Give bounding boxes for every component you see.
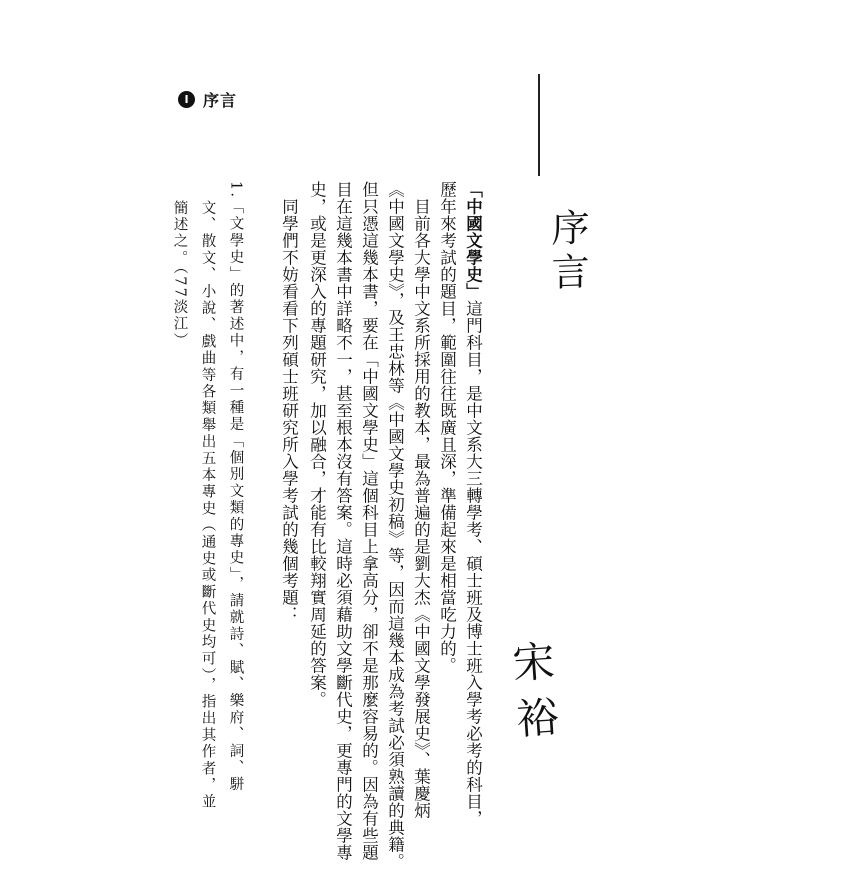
text-column: 目在這幾本書中詳略不一，甚至根本沒有答案。這時必須藉助文學斷代史，更專門的文學專 [333, 181, 353, 861]
paragraph-text: 這門科目，是中文系大三轉學考、碩士班及博士班入學考必考的科目， [463, 300, 483, 827]
page-header [178, 88, 237, 111]
text-column: 同學們不妨看看下列碩士班研究所入學考試的幾個考題： [279, 198, 299, 623]
text-column: 史，或是更深入的專題研究，加以融合，才能有比較翔實周延的答案。 [307, 181, 327, 708]
author-signature: 宋裕 [505, 638, 562, 754]
exam-question-line: 文、散文、小說、戲曲等各類舉出五本專史（通史或斷代史均可），指出其作者，並 [199, 200, 216, 811]
page-number-badge: I [178, 91, 195, 108]
preface-title: 序言 [545, 207, 589, 297]
title-rule [538, 74, 540, 176]
text-column [464, 181, 481, 827]
text-column: 目前各大學中文系所採用的教本，最為普遍的是劉大杰《中國文學發展史》、葉慶炳 [411, 198, 431, 819]
text-column: 《中國文學史》，及王忠林等《中國文學史初稿》等，因而這幾本成為考試必須熟讀的典籍。 [385, 181, 405, 870]
text-column: 但只憑這幾本書，要在「中國文學史」這個科目上拿高分，卻不是那麼容易的。因為有些題 [359, 181, 379, 861]
keyword-chinese-literature-history: 「中國文學史」 [463, 181, 483, 300]
running-header-title: 序言 [203, 91, 238, 110]
exam-question-line: 簡述之。（77淡江） [171, 200, 188, 350]
text-column: 歷年來考試的題目，範圍往往既廣且深，準備起來是相當吃力的。 [437, 181, 457, 674]
exam-question-line: 1.「文學史」的著述中，有一種是「個別文類的專史」，請就詩、賦、樂府、詞、駢 [227, 181, 244, 794]
